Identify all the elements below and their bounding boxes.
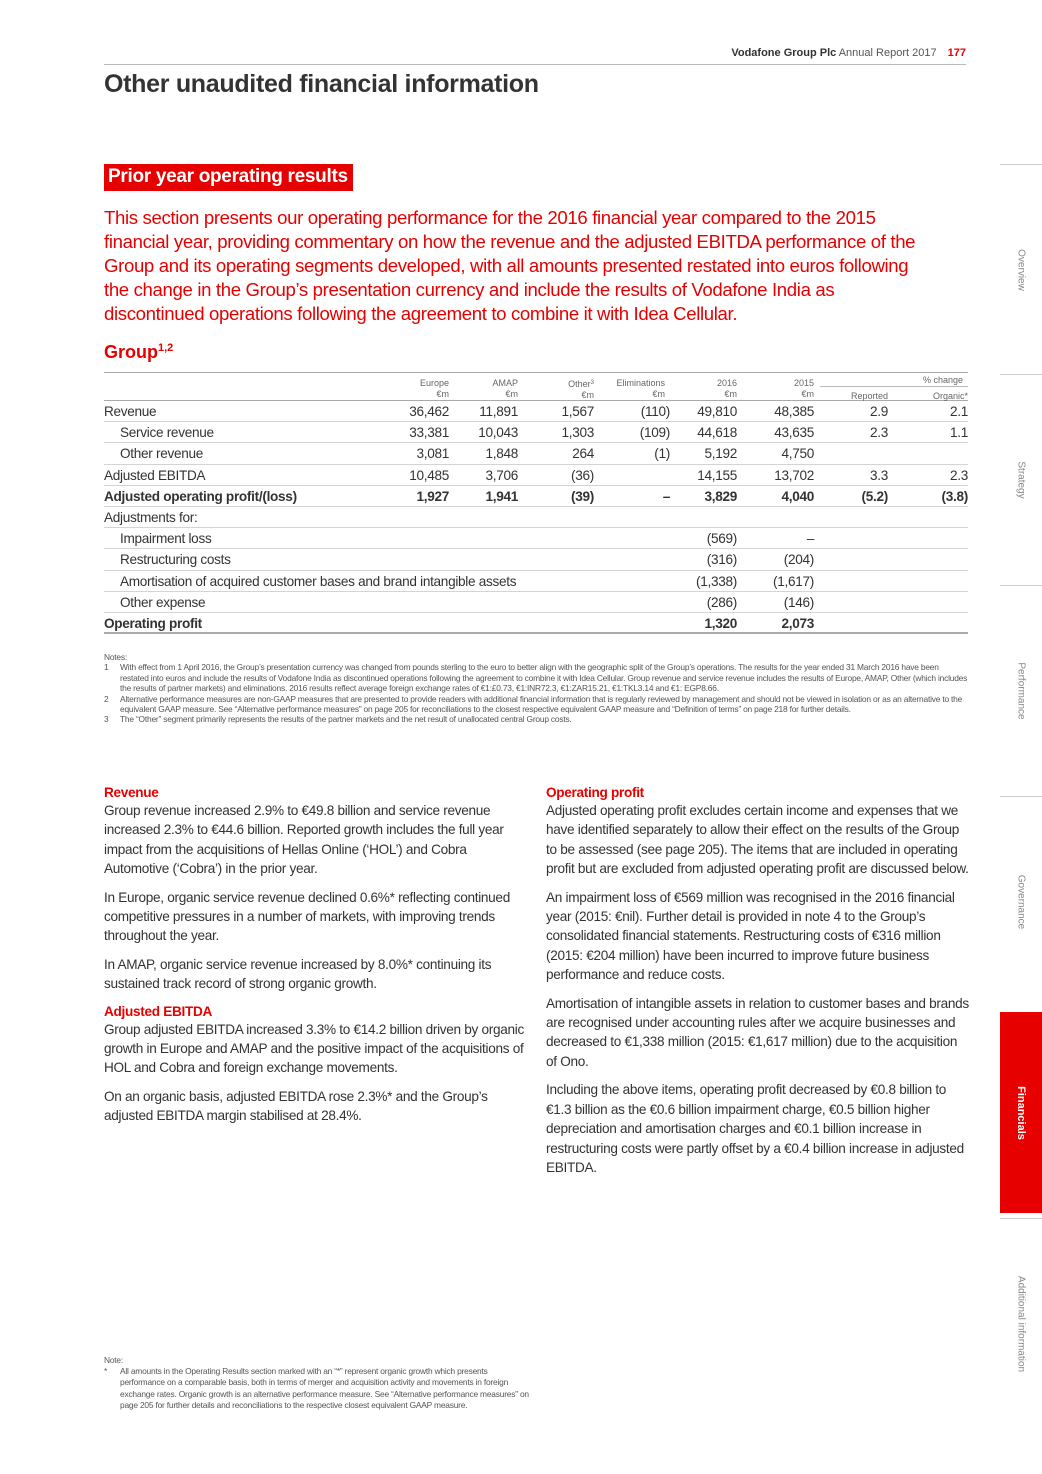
cell: 44,618 <box>697 425 737 441</box>
pct-change-rule <box>820 386 968 387</box>
note-number: 3 <box>104 714 109 725</box>
cell: 3,081 <box>416 446 449 462</box>
side-tab-strategy[interactable] <box>1000 374 1042 585</box>
row-label: Amortisation of acquired customer bases and brand intangible assets <box>120 573 517 589</box>
note-number: 1 <box>104 662 109 673</box>
col-header-2015 <box>794 378 814 400</box>
right-column <box>546 784 971 1186</box>
side-tab-label: Strategy <box>1015 461 1027 499</box>
cell: 43,635 <box>774 425 814 441</box>
group-heading-text: Group <box>104 342 158 362</box>
table-row <box>104 528 968 549</box>
col-header-organic: Organic* <box>932 391 968 401</box>
note-item <box>104 714 968 724</box>
cell: 10,043 <box>478 425 518 441</box>
operating-profit-paragraph-2: An impairment loss of €569 million was recognised in the 2016 financial year (2015: €nil). Further detail is provided in note 4 to the Group’s consolidated financial statements. Restructuring costs of €316 million (2015: €204 million) have been incurred to improve future business performance and reduce costs. <box>546 889 955 983</box>
cell: 3,829 <box>704 488 737 504</box>
revenue-paragraph-3: In AMAP, organic service revenue increased by 8.0%* continuing its sustained track record of strong organic growth. <box>104 956 492 992</box>
footnote-title: Note: <box>104 1355 124 1365</box>
row-label: Other expense <box>120 594 206 610</box>
side-tab-governance[interactable] <box>1000 796 1042 1007</box>
col-label: Europe <box>419 378 449 388</box>
cell: 1,303 <box>561 425 594 441</box>
table-row <box>104 443 968 464</box>
col-unit: €m <box>436 389 449 399</box>
cell: 36,462 <box>409 404 449 419</box>
table-row <box>104 613 968 634</box>
ebitda-paragraph-1: Group adjusted EBITDA increased 3.3% to €14.2 billion driven by organic growth in Europe and AMAP and the positive impact of the acquisitions of HOL and Cobra and foreign exchange movements. <box>104 1021 524 1076</box>
cell: – <box>662 488 670 504</box>
table-header <box>104 372 968 401</box>
side-tab-label: Performance <box>1015 662 1027 720</box>
cell: 3,706 <box>485 467 518 483</box>
col-unit: €m <box>724 389 737 399</box>
side-tab-label: Financials <box>1015 1085 1027 1140</box>
cell: (110) <box>640 404 670 419</box>
cell: (569) <box>706 531 737 547</box>
ebitda-heading: Adjusted EBITDA <box>104 1003 213 1019</box>
footnote-mark: * <box>104 1366 108 1377</box>
cell: 1,567 <box>561 404 594 419</box>
page-title: Other unaudited financial information <box>104 70 539 98</box>
row-label: Impairment loss <box>120 531 212 547</box>
col-header-reported: Reported <box>850 391 888 401</box>
cell: (109) <box>639 425 670 441</box>
cell: (3.8) <box>941 488 968 504</box>
footnote-text: All amounts in the Operating Results section marked with an “*” represent organic growth which presents performance on a comparable basis, both in terms of merger and acquisition activity and movements in foreign exchange rates. Organic growth is an alternative performance measure. See “Alternative performance measures” on page 205 for further details and reconciliations to the respective closest equivalent GAAP measure. <box>120 1366 529 1410</box>
cell: 1,848 <box>485 446 518 462</box>
side-tab-label: Overview <box>1015 248 1027 291</box>
revenue-heading: Revenue <box>104 785 159 800</box>
side-tab-label: Governance <box>1015 874 1027 930</box>
table-row <box>104 422 968 443</box>
col-header-europe <box>420 378 449 400</box>
cell: 1,927 <box>416 488 449 504</box>
footnote-item <box>104 1366 529 1411</box>
col-unit: €m <box>505 389 518 399</box>
cell: (1) <box>654 446 670 462</box>
cell: 4,040 <box>781 488 814 504</box>
row-label: Adjusted operating profit/(loss) <box>104 488 297 504</box>
cell: (39) <box>571 488 594 504</box>
notes-title: Notes: <box>104 652 128 662</box>
note-text: The “Other” segment primarily represents the results of the partner markets and the net result of unallocated central Group costs. <box>120 714 572 725</box>
table-row <box>104 465 968 486</box>
col-label: Eliminations <box>616 378 665 388</box>
note-text: With effect from 1 April 2016, the Group’s presentation currency was changed from pounds sterling to the euro to better align with the geographic split of the Group’s operations. The results for the year ended 31 March 2016 have been restated into euros and include the results of Vodafone India as discontinued operations following the agreement to combine it with Idea Cellular. Group revenue and service revenue includes the results of Europe, AMAP, Other (which includes the results of partner markets) and eliminations. 2016 results reflect average foreign exchange rates of €1:£0.73, €1:INR72.3, €1:ZAR15.21, €1:TKL3.14 and €1: EGP8.66. <box>120 662 968 694</box>
cell: 2.3 <box>870 425 888 441</box>
cell: 33,381 <box>409 425 449 441</box>
col-header-2016 <box>717 378 737 400</box>
side-tab-performance[interactable] <box>1000 585 1042 796</box>
group-heading <box>104 342 173 363</box>
cell: 10,485 <box>409 467 449 483</box>
col-label: 2016 <box>716 378 737 388</box>
operating-profit-paragraph-1: Adjusted operating profit excludes certain income and expenses that we have identified separately to allow their effect on the results of the Group to be assessed (see page 205). The items that are included in operating profit but are excluded from adjusted operating profit are discussed below. <box>546 803 969 877</box>
group-heading-sup: 1,2 <box>158 342 174 354</box>
cell: 48,385 <box>774 404 814 419</box>
intro-paragraph: This section presents our operating performance for the 2016 financial year compared to the 2015 financial year, providing commentary on how the revenue and the adjusted EBITDA performance of the Group and its operating segments developed, with all amounts presented restated into euros following the change in the Group’s presentation currency and include the results of Vodafone India as discontinued operations following the agreement to combine it with Idea Cellular. <box>104 207 916 324</box>
cell: (286) <box>706 594 737 610</box>
cell: 11,891 <box>479 404 518 419</box>
cell: 2.9 <box>870 404 888 419</box>
operating-profit-heading: Operating profit <box>546 785 644 800</box>
group-results-table <box>104 372 968 634</box>
side-tab-financials[interactable] <box>1000 1012 1042 1213</box>
table-row <box>104 592 968 613</box>
cell: 1,320 <box>704 615 737 631</box>
cell: (204) <box>783 552 814 568</box>
cell: 49,810 <box>697 404 737 419</box>
operating-profit-paragraph-4: Including the above items, operating profit decreased by €0.8 billion to €1.3 billion as the €0.6 billion impairment charge, €0.5 billion higher depreciation and amortisation charges and €0.1 billion increase in restructuring costs were partly offset by a €0.4 billion increase in adjusted EBITDA. <box>546 1082 964 1175</box>
cell: (1,617) <box>773 573 814 589</box>
col-label: 2015 <box>793 378 814 388</box>
table-row <box>104 507 968 528</box>
cell: 14,155 <box>697 467 737 483</box>
row-label: Adjusted EBITDA <box>104 467 206 483</box>
col-header-other <box>568 378 594 401</box>
side-tab-overview[interactable] <box>1000 164 1042 374</box>
page-number: 177 <box>947 47 966 59</box>
cell: 4,750 <box>781 446 814 462</box>
section-tag: Prior year operating results <box>104 164 353 191</box>
row-label: Adjustments for: <box>104 509 198 525</box>
row-label: Service revenue <box>120 425 214 441</box>
cell: (36) <box>571 467 594 483</box>
header-rule <box>104 64 966 65</box>
revenue-paragraph-2: In Europe, organic service revenue declined 0.6%* reflecting continued competitive pressures in a number of markets, with improving trends throughout the year. <box>104 889 510 944</box>
side-tab-label: Additional information <box>1015 1275 1027 1372</box>
cell: 5,192 <box>704 446 737 462</box>
header-report: Annual Report 2017 <box>838 47 937 59</box>
cell: 2.1 <box>950 404 968 419</box>
cell: (146) <box>783 594 814 610</box>
table-notes <box>104 652 968 725</box>
header-company: Vodafone Group Plc <box>731 47 837 59</box>
col-header-amap <box>492 378 518 400</box>
col-unit: €m <box>652 389 665 399</box>
pct-change-header: % change <box>922 375 963 385</box>
organic-footnote <box>104 1355 529 1411</box>
row-label: Restructuring costs <box>120 552 231 568</box>
cell: (316) <box>706 552 737 568</box>
left-column <box>104 784 529 1135</box>
cell: (1,338) <box>696 573 737 589</box>
col-unit: €m <box>801 389 814 399</box>
row-label: Operating profit <box>104 615 202 631</box>
note-item <box>104 694 968 715</box>
row-label: Other revenue <box>120 446 203 462</box>
cell: 264 <box>572 446 594 462</box>
table-row <box>104 549 968 570</box>
note-item <box>104 662 968 693</box>
cell: 2.3 <box>950 467 968 483</box>
cell: 13,702 <box>774 467 814 483</box>
note-number: 2 <box>104 693 109 704</box>
col-sup: 3 <box>590 380 594 386</box>
table-row <box>104 401 968 422</box>
revenue-paragraph-1: Group revenue increased 2.9% to €49.8 billion and service revenue increased 2.3% to €44.6 billion. Reported growth includes the full year impact from the acquisitions of Hellas Online (‘HOL’) and Cobra Automotive (‘Cobra’) in the prior year. <box>104 803 504 877</box>
cell: 3.3 <box>870 467 888 483</box>
note-text: Alternative performance measures are non-GAAP measures that are presented to provide readers with additional financial information that is regularly reviewed by management and should not be viewed in isolation or as an alternative to the equivalent GAAP measure. See “Alternative performance measures” on page 205 for reconciliations to the closest respective equivalent GAAP measure and “Definition of terms” on page 218 for further details. <box>120 693 963 715</box>
col-label: Other <box>568 379 591 389</box>
col-label: AMAP <box>492 378 518 388</box>
cell: 1,941 <box>485 488 518 504</box>
side-tab-additional-information[interactable] <box>1000 1218 1042 1428</box>
operating-profit-paragraph-3: Amortisation of intangible assets in relation to customer bases and brands are recognised under accounting rules after we acquire businesses and decreased to €1,338 million (2015: €1,617 million) due to the acquisition of Ono. <box>546 995 969 1069</box>
cell: 1.1 <box>950 425 968 441</box>
cell: (5.2) <box>861 488 888 504</box>
running-header <box>731 47 966 59</box>
table-row <box>104 571 968 592</box>
cell: – <box>806 531 814 547</box>
row-label: Revenue <box>104 404 157 419</box>
ebitda-paragraph-2: On an organic basis, adjusted EBITDA rose 2.3%* and the Group’s adjusted EBITDA margin stabilised at 28.4%. <box>104 1088 488 1124</box>
cell: 2,073 <box>781 615 814 631</box>
col-unit: €m <box>581 390 594 400</box>
table-row <box>104 486 968 507</box>
col-header-eliminations <box>616 378 665 400</box>
